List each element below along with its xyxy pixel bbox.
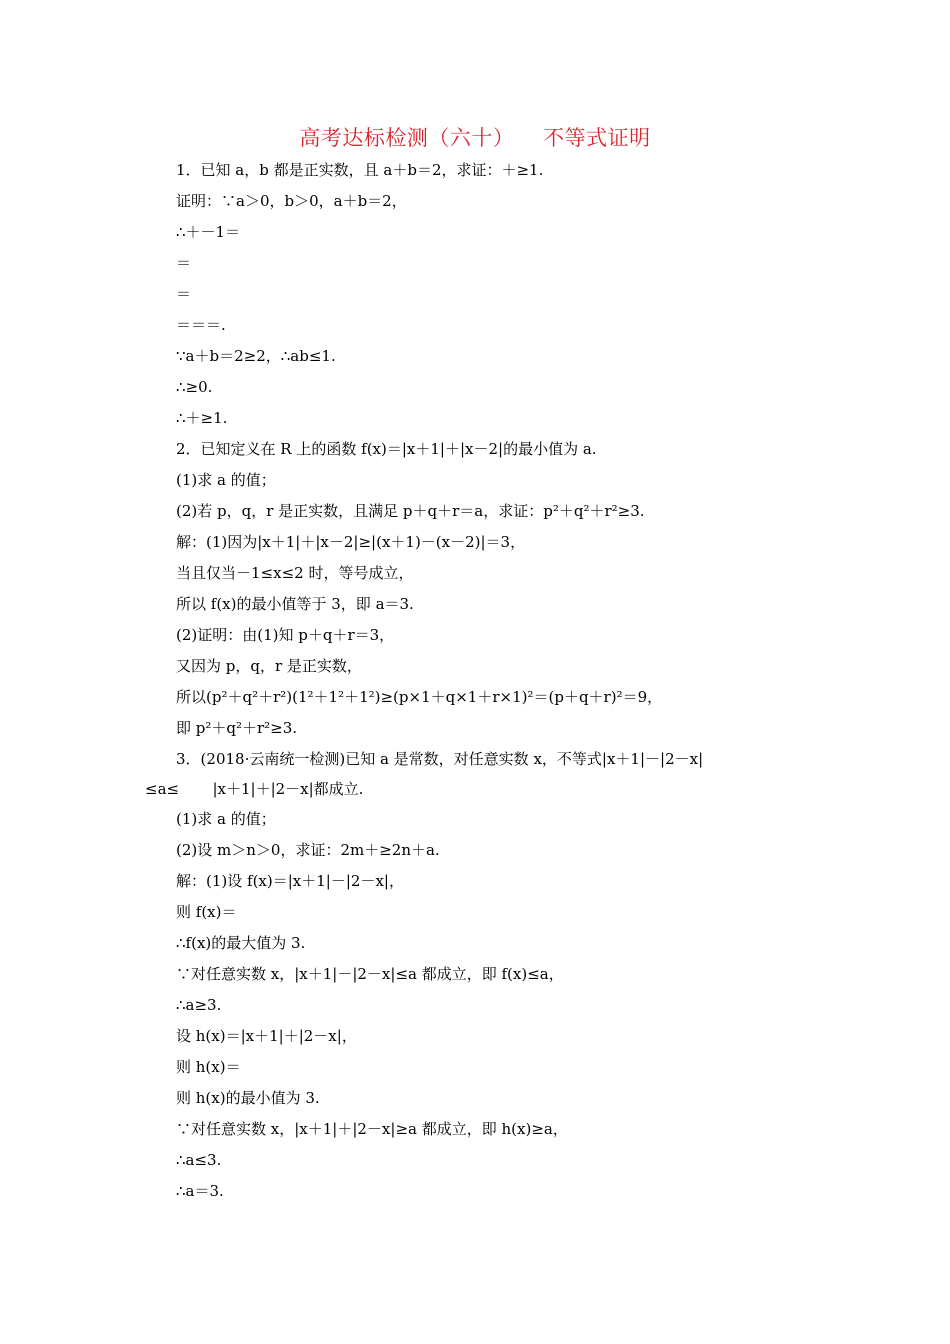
text-line: (2)设 m＞n＞0，求证：2m＋≥2n＋a. bbox=[176, 841, 440, 859]
text-line: 即 p²＋q²＋r²≥3. bbox=[176, 719, 298, 737]
text-line: ∴≥0. bbox=[176, 378, 213, 396]
text-line: ≤a≤ |x＋1|＋|2－x|都成立. bbox=[145, 780, 364, 798]
text-line: ∴＋≥1. bbox=[176, 409, 228, 427]
text-line: ∵对任意实数 x，|x＋1|－|2－x|≤a 都成立，即 f(x)≤a， bbox=[176, 965, 564, 983]
text-line: ∴＋－1＝ bbox=[176, 223, 241, 241]
text-line: 则 h(x)的最小值为 3. bbox=[176, 1089, 320, 1107]
text-line: (1)求 a 的值； bbox=[176, 810, 276, 828]
text-line: ＝＝＝. bbox=[176, 316, 226, 334]
text-line: 当且仅当－1≤x≤2 时，等号成立， bbox=[176, 564, 414, 582]
text-line: (1)求 a 的值； bbox=[176, 471, 276, 489]
text-line: 设 h(x)＝|x＋1|＋|2－x|， bbox=[176, 1027, 357, 1045]
text-line: ∴f(x)的最大值为 3. bbox=[176, 934, 306, 952]
text-line: ＝ bbox=[176, 285, 192, 303]
text-line: 3．(2018·云南统一检测)已知 a 是常数，对任意实数 x，不等式|x＋1|－|2－x| bbox=[176, 750, 704, 768]
text-line: (2)若 p，q，r 是正实数，且满足 p＋q＋r＝a，求证：p²＋q²＋r²≥3. bbox=[176, 502, 645, 520]
text-line: 解：(1)设 f(x)＝|x＋1|－|2－x|， bbox=[176, 872, 404, 890]
page-title: 高考达标检测（六十） 不等式证明 bbox=[299, 126, 651, 150]
text-line: (2)证明：由(1)知 p＋q＋r＝3， bbox=[176, 626, 395, 644]
text-line: 则 f(x)＝ bbox=[176, 903, 237, 921]
text-line: ∴a≤3. bbox=[176, 1151, 222, 1169]
text-line: ∴a＝3. bbox=[176, 1182, 224, 1200]
text-line: ＝ bbox=[176, 254, 192, 272]
text-line: 又因为 p，q，r 是正实数， bbox=[176, 657, 362, 675]
text-line: 则 h(x)＝ bbox=[176, 1058, 241, 1076]
text-line: 所以 f(x)的最小值等于 3，即 a＝3. bbox=[176, 595, 414, 613]
text-line: 解：(1)因为|x＋1|＋|x－2|≥|(x＋1)－(x－2)|＝3， bbox=[176, 533, 526, 551]
text-line: 2．已知定义在 R 上的函数 f(x)＝|x＋1|＋|x－2|的最小值为 a. bbox=[176, 440, 597, 458]
text-line: 1．已知 a，b 都是正实数，且 a＋b＝2，求证：＋≥1. bbox=[176, 161, 544, 179]
text-line: ∵对任意实数 x，|x＋1|＋|2－x|≥a 都成立，即 h(x)≥a， bbox=[176, 1120, 568, 1138]
text-line: ∴a≥3. bbox=[176, 996, 222, 1014]
text-line: ∵a＋b＝2≥2，∴ab≤1. bbox=[176, 347, 336, 365]
text-line: 所以(p²＋q²＋r²)(1²＋1²＋1²)≥(p×1＋q×1＋r×1)²＝(p＋q＋r)²＝9， bbox=[176, 688, 663, 706]
text-line: 证明：∵a＞0，b＞0，a＋b＝2， bbox=[176, 192, 407, 210]
